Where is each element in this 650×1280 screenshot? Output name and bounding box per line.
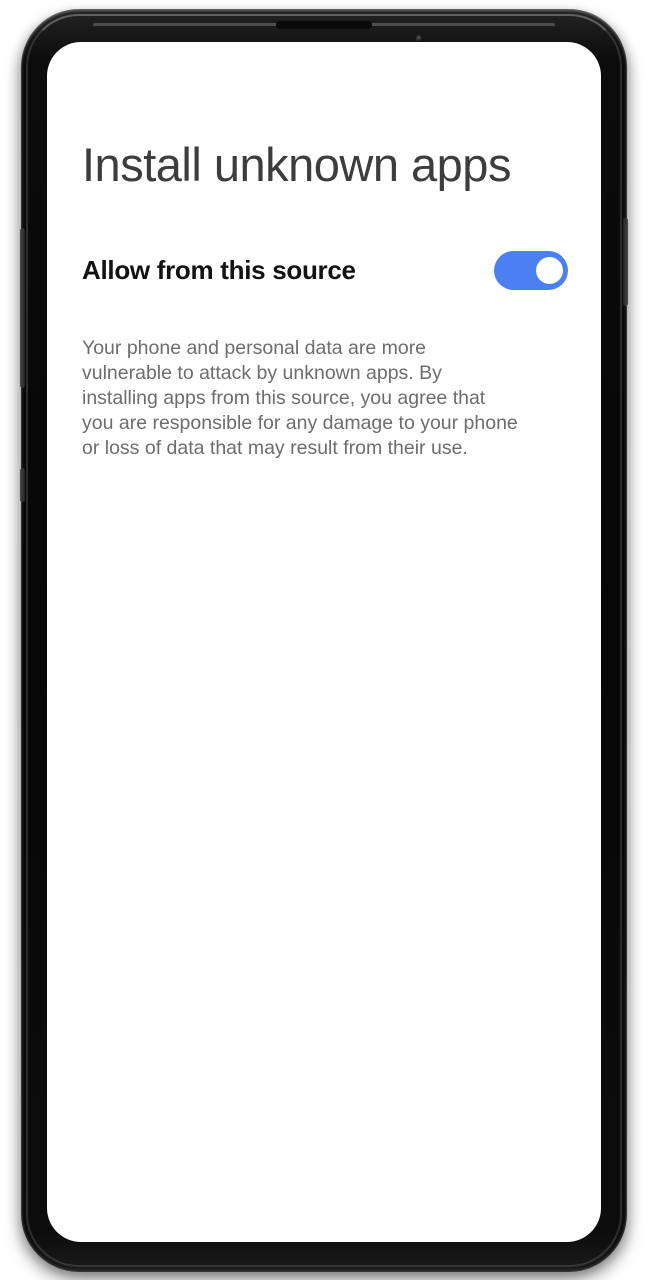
warning-line: or loss of data that may result from their use. [82, 437, 468, 459]
warning-line: Your phone and personal data are more [82, 337, 427, 359]
warning-line: vulnerable to attack by unknown apps. By [82, 362, 442, 384]
warning-description [82, 336, 562, 461]
warning-line: installing apps from this source, you agree that [82, 387, 486, 409]
phone-screen [47, 42, 601, 1242]
front-camera-dot [416, 35, 423, 42]
toggle-knob [536, 257, 563, 284]
allow-from-source-row[interactable] [82, 247, 568, 293]
phone-frame [21, 9, 627, 1272]
page-title: Install unknown apps [82, 138, 511, 191]
power-button [20, 468, 25, 502]
earpiece-speaker [276, 21, 372, 29]
allow-from-source-label: Allow from this source [82, 254, 356, 285]
volume-button [20, 228, 25, 388]
warning-line: you are responsible for any damage to your phone [82, 412, 518, 434]
side-button-right [623, 218, 628, 306]
allow-toggle-switch[interactable] [494, 251, 568, 290]
